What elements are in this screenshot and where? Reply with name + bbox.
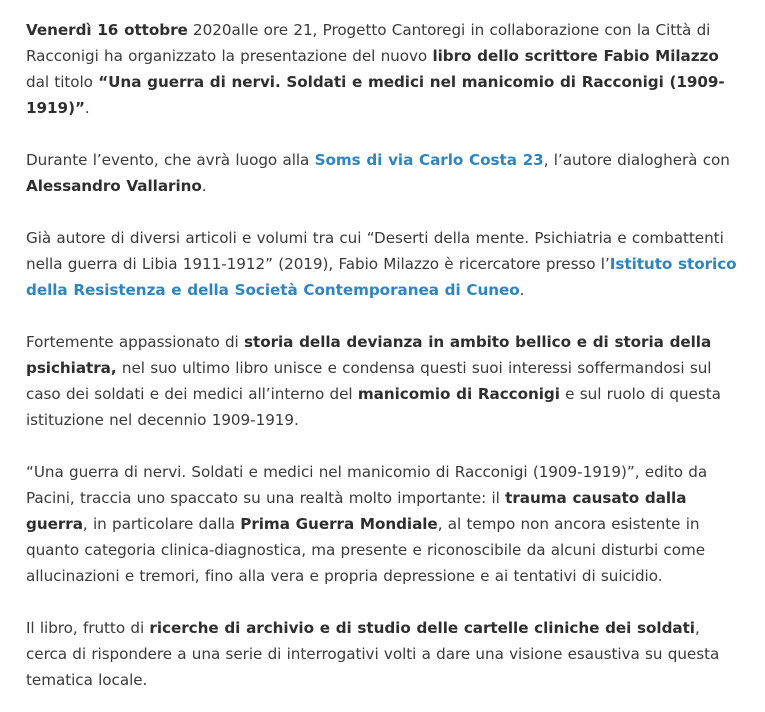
text-span: “Una guerra di nervi. Soldati e medici nel manicomio di Racconigi (1909-1919)”, edito da Pacini, traccia uno spaccato su una realtà molto importante: il [26, 463, 708, 507]
text-span: . [84, 99, 90, 117]
institute-link[interactable]: Istituto storico della Resistenza e della Società Contemporanea di Cuneo [26, 255, 737, 299]
book-author-highlight: libro dello scrittore Fabio Milazzo [432, 47, 719, 65]
text-span: Già autore di diversi articoli e volumi tra cui “Deserti della mente. Psichiatria e combattenti nella guerra di Libia 1911-1912” (2019), Fabio Milazzo è ricercatore presso l’ [26, 229, 724, 273]
paragraph-author-bio [26, 225, 741, 303]
paragraph-book-research [26, 615, 741, 693]
text-span: nel suo ultimo libro unisce e condensa questi suoi interessi soffermandosi sul caso dei soldati e dei medici all’interno del [26, 359, 712, 403]
highlight-ww1: Prima Guerra Mondiale [240, 515, 438, 533]
highlight-topic: storia della devianza in ambito bellico e di storia della psichiatra, [26, 333, 712, 377]
text-span: Durante l’evento, che avrà luogo alla [26, 151, 315, 169]
text-span: , in particolare dalla [82, 515, 241, 533]
text-span: , cerca di rispondere a una serie di interrogativi volti a dare una visione esaustiva su questa tematica locale. [26, 619, 720, 689]
text-span: e sul ruolo di questa istituzione nel decennio 1909-1919. [26, 385, 721, 429]
text-span: . [519, 281, 525, 299]
guest-name: Alessandro Vallarino [26, 177, 202, 195]
paragraph-event-intro [26, 17, 741, 121]
event-date: Venerdì 16 ottobre [26, 21, 188, 39]
highlight-research: ricerche di archivio e di studio delle cartelle cliniche dei soldati [149, 619, 695, 637]
text-span: Il libro, frutto di [26, 619, 150, 637]
text-span: , al tempo non ancora esistente in quanto categoria clinica-diagnostica, ma presente e riconoscibile da alcuni disturbi come allucinazioni e tremori, fino alla vera e propria depressione e ai tentativi di suicidio. [26, 515, 705, 585]
text-span: dal titolo [26, 73, 99, 91]
paragraph-book-summary [26, 459, 741, 589]
venue-link[interactable]: Soms di via Carlo Costa 23 [314, 151, 544, 169]
text-span: , l’autore dialogherà con [543, 151, 730, 169]
text-span: Fortemente appassionato di [26, 333, 244, 351]
paragraph-author-interests [26, 329, 741, 433]
text-span: 2020alle ore 21, Progetto Cantoregi in collaborazione con la Città di Racconigi ha organizzato la presentazione del nuovo [26, 21, 711, 65]
book-title: “Una guerra di nervi. Soldati e medici nel manicomio di Racconigi (1909-1919)” [26, 73, 725, 117]
highlight-trauma: trauma causato dalla guerra [26, 489, 687, 533]
text-span: . [201, 177, 207, 195]
highlight-asylum: manicomio di Racconigi [357, 385, 560, 403]
paragraph-venue [26, 147, 741, 199]
